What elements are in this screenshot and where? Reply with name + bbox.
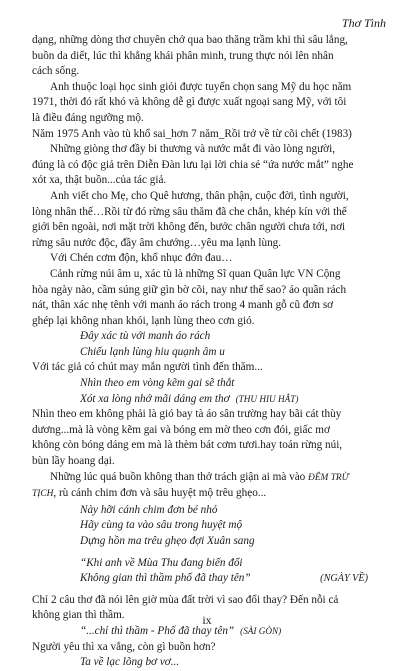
text-line: Nhìn theo em không phải là gió bay tà áo sân trường hay bãi cát thùy (32, 408, 342, 421)
verse-line: Hãy cùng ta vào sâu trong huyệt mộ (80, 519, 243, 532)
verse-text: Không gian thì thầm phố đã thay tên” (80, 572, 251, 585)
poem-source: TỊCH (32, 489, 54, 500)
text-line: rừng sâu nước độc, đầy âm chướng…yêu ma lạnh lùng. (32, 236, 282, 249)
text-line: 1971, thời đó rất khó và không dễ gì được xuất ngoại sang Mỹ, với tôi (32, 96, 347, 109)
verse-text: Xót xa lòng nhớ mãi dáng em thơ (80, 392, 230, 405)
text-line: xót xa, thật buồn...của tác giả. (32, 174, 167, 187)
text-line: giới bên ngoài, nơi mặt trời không đến, bước chân người chưa tới, nơi (32, 221, 346, 234)
poem-source: (SÀI GÒN) (240, 625, 282, 636)
verse-line: Nhìn theo em vòng kẽm gai sẽ thắt (80, 377, 235, 390)
text-line: nát, thân xác nhẹ tênh với manh áo rách trong 4 manh gỗ cũ đơn sơ (32, 299, 334, 312)
text-line (32, 470, 390, 487)
page-body (32, 33, 390, 671)
text-line: không gian thì thầm. (32, 609, 125, 622)
text-line: Những giòng thơ đầy bi thương và nước mắt đi vào lòng người, (50, 143, 336, 156)
text-line: Năm 1975 Anh vào tù khổ sai_hơn 7 năm_Rồi trở về từ cõi chết (1983) (32, 127, 352, 140)
text-line: hòa ngày nào, cầm súng giữ gìn bờ cõi, nay như thế sao? áo quần rách (32, 283, 347, 296)
running-header: Thơ Tình (341, 16, 386, 30)
text-line: là điều đáng ngưỡng mộ. (32, 111, 144, 124)
text-line: bùn lầy hoang dại. (32, 455, 115, 468)
text-line: Anh viết cho Mẹ, cho Quê hương, thân phận, cuộc đời, tình người, (50, 189, 349, 202)
text-line: ghép lại không nhan khói, lạnh lùng theo cơn gió. (32, 314, 255, 327)
verse-text: “...chỉ thì thầm - Phố đã thay tên” (80, 624, 235, 637)
text-line: buồn da diết, lúc thì khẳng khái phân minh, trung thực nói lên nhân (32, 49, 334, 62)
verse-line: Ta về lạc lõng bơ vơ... (80, 656, 180, 669)
verse-line: Đây xác tù với manh áo rách (80, 330, 211, 343)
verse-line: Chiếu lạnh lùng hiu quạnh âm u (80, 345, 225, 358)
text-run: Những lúc quá buồn không than thở trách giận ai mà vào (50, 470, 306, 483)
text-line: dạng, những dòng thơ chuyên chở qua bao thăng trầm khi thì sâu lắng, (32, 34, 348, 46)
text-line: không còn bóng dáng em mà là thèm bát cơm tươi.hay toán rừng núi, (32, 439, 343, 452)
poem-source: ĐÊM TRỪ (308, 472, 349, 483)
text-line: Anh thuộc loại học sinh giỏi được tuyển chọn sang Mỹ du học năm (50, 80, 352, 93)
verse-line: Này hỡi cánh chim đơn bé nhỏ (80, 503, 218, 516)
verse-line: Dựng hồn ma trêu ghẹo đợi Xuân sang (80, 535, 255, 547)
text-line: Cảnh rừng núi âm u, xác tù là những Sĩ quan Quân lực VN Cộng (50, 267, 341, 280)
page-number: ix (202, 613, 212, 627)
poem-source: (NGÀY VỀ) (320, 573, 368, 585)
text-line: Người yêu thì xa vắng, còn gì buồn hơn? (32, 640, 216, 653)
verse-line (80, 571, 390, 587)
text-line: dương...mà là vòng kẽm gai và bóng em mờ theo cơn đói, giấc mơ (32, 423, 330, 436)
text-line: Với tác giả có chút may mắn người tình đến thăm... (32, 361, 263, 374)
text-line: đúng là có độc giả trên Diễn Đàn lưu lại lời chia sẻ “ứa nước mắt” nghe (32, 158, 354, 171)
verse-line: “Khi anh về Mùa Thu đang biến đổi (80, 556, 243, 569)
text-run: , rù cánh chim đơn và sâu huyệt mộ trêu ghẹo... (53, 487, 267, 500)
text-line: lòng nhân thế…Rồi từ đó rừng sâu thăm đã che chắn, khép kín với thế (32, 205, 347, 218)
text-line: Chỉ 2 câu thơ đã nói lên giờ mùa đất trời vì sao đổi thay? Đến nỗi cả (32, 593, 339, 606)
text-line (32, 486, 390, 503)
verse-line (80, 392, 390, 408)
text-line: cách sống. (32, 65, 80, 78)
text-line: Với Chén cơm độn, khổ nhục đớn đau… (50, 252, 233, 265)
poem-source: (THU HIU HẮT) (235, 393, 299, 404)
